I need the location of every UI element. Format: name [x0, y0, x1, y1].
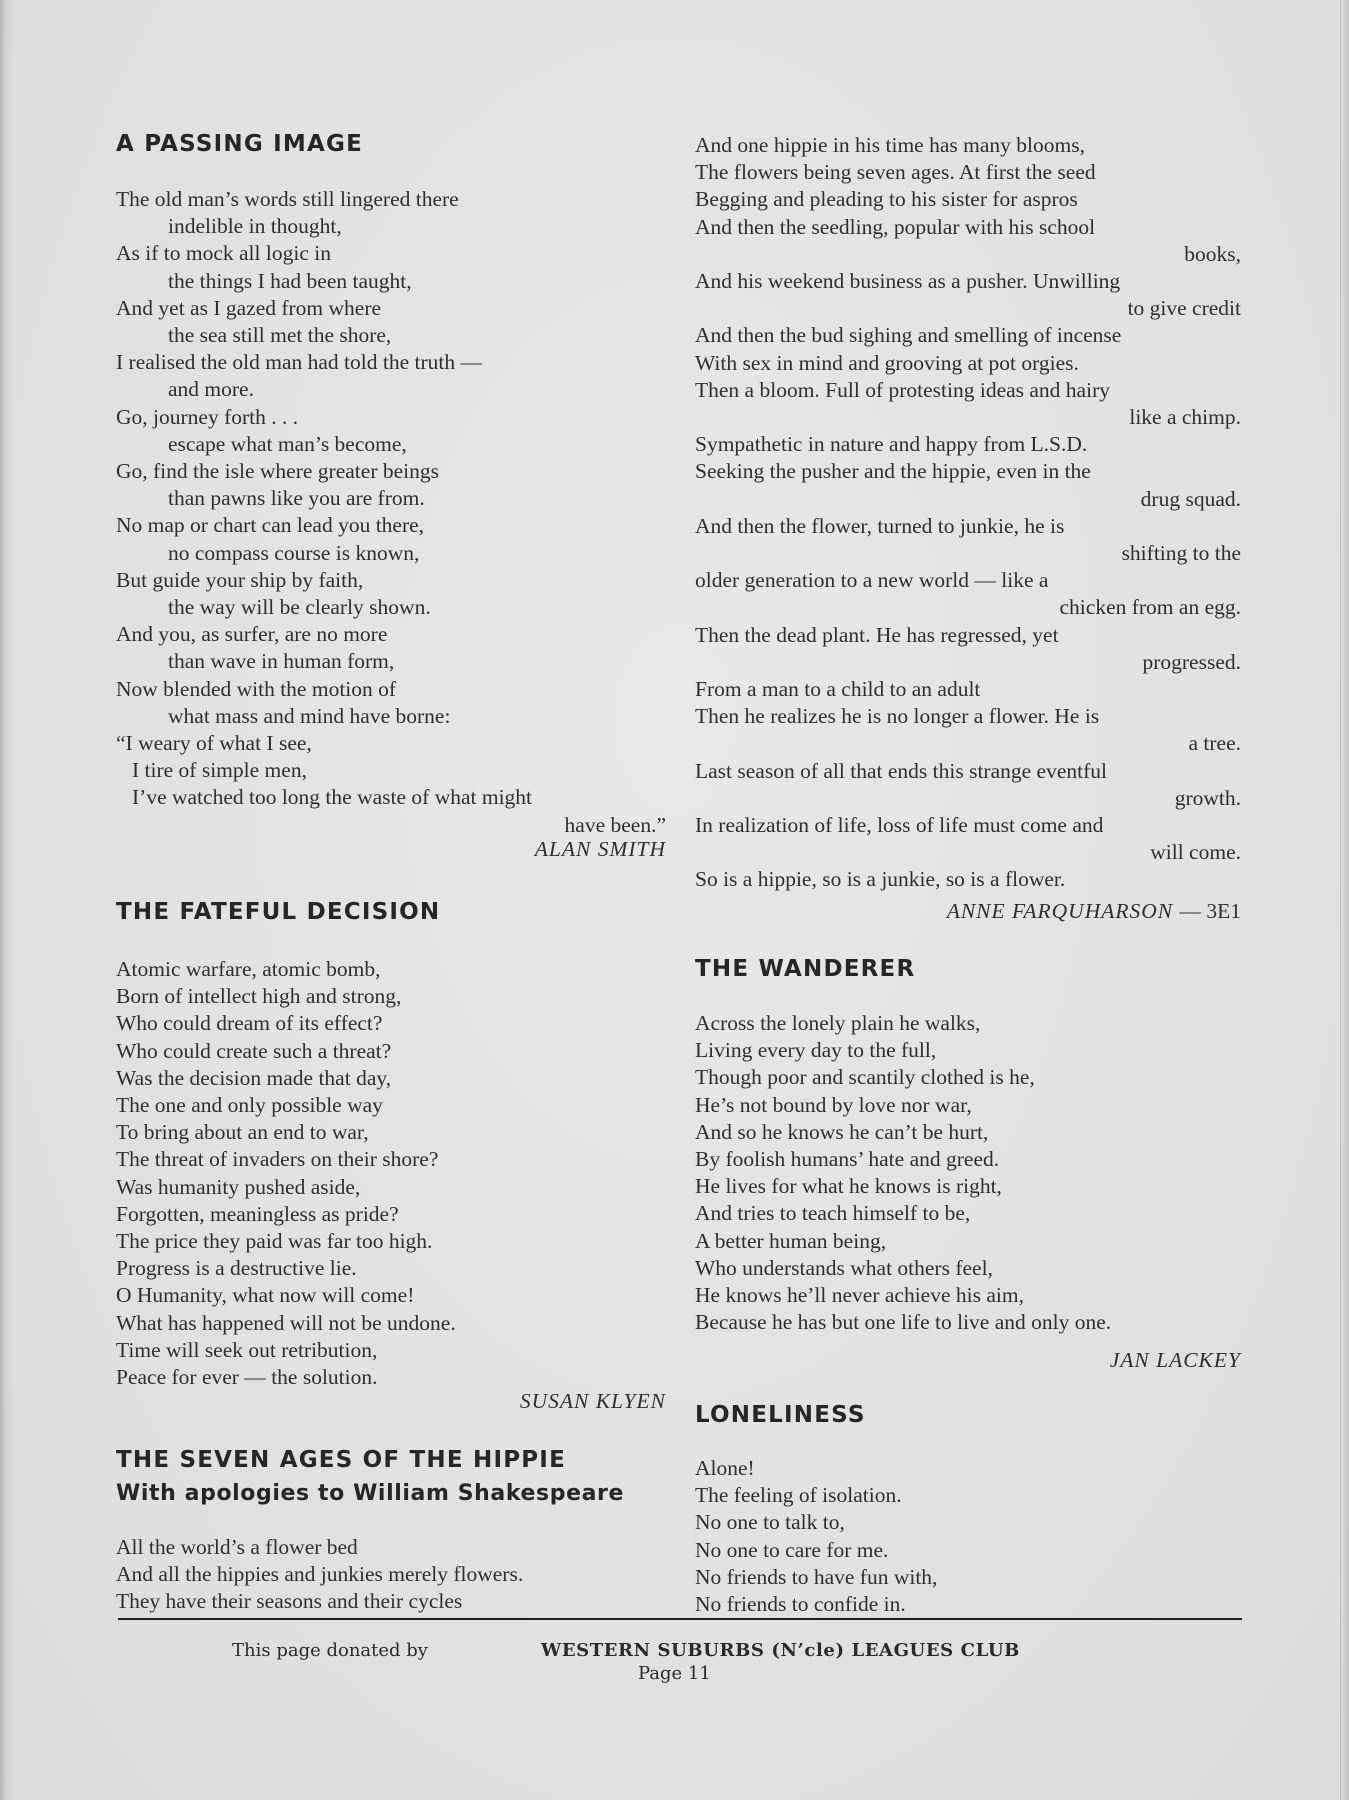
poem-line: Peace for ever — the solution.: [116, 1365, 378, 1390]
poem-line: A better human being,: [695, 1228, 887, 1253]
poem-author-susan-klyen: SUSAN KLYEN: [519, 1389, 666, 1413]
author-class: — 3E1: [1179, 899, 1241, 923]
poem-line: The old man’s words still lingered there: [116, 187, 459, 211]
poem-line: I realised the old man had told the truth —: [116, 350, 483, 375]
poem-line: the things I had been taught,: [168, 268, 412, 293]
poem-body-fateful-decision: [116, 956, 666, 1391]
poem-line: He knows he’ll never achieve his aim,: [695, 1283, 1024, 1308]
poem-line: and more.: [168, 377, 254, 402]
poem-body-wanderer: [695, 1010, 1241, 1336]
poem-line: the sea still met the shore,: [168, 323, 392, 348]
poem-line: From a man to a child to an adult: [695, 677, 981, 702]
poem-line: chicken from an egg.: [1059, 595, 1241, 620]
poem-line: older generation to a new world — like a: [695, 568, 1049, 593]
poem-line: To bring about an end to war,: [116, 1120, 369, 1145]
poem-line: Atomic warfare, atomic bomb,: [116, 957, 381, 981]
poem-line: the way will be clearly shown.: [168, 595, 431, 620]
poem-line: Who could dream of its effect?: [116, 1011, 383, 1036]
poem-line: And yet as I gazed from where: [116, 295, 382, 320]
poem-line: Seeking the pusher and the hippie, even in the: [695, 459, 1091, 484]
poem-line: “I weary of what I see,: [116, 731, 312, 756]
poem-line: escape what man’s become,: [168, 431, 407, 456]
poem-line: growth.: [1174, 785, 1241, 810]
poem-body-seven-ages-start: [116, 1534, 666, 1616]
poem-author-anne-farquharson: [947, 899, 1241, 924]
poem-line: Who could create such a threat?: [116, 1038, 392, 1063]
poem-line: Progress is a destructive lie.: [116, 1256, 357, 1281]
poem-line: No friends to have fun with,: [695, 1564, 938, 1589]
page-edge: [1340, 0, 1341, 1800]
donated-label: This page donated by: [232, 1640, 428, 1661]
poem-line: will come.: [1150, 840, 1241, 865]
poem-line: Though poor and scantily clothed is he,: [695, 1065, 1035, 1090]
poem-line: Born of intellect high and strong,: [116, 984, 402, 1009]
poem-line: Then he realizes he is no longer a flower. He is: [695, 704, 1100, 729]
poem-line: I’ve watched too long the waste of what might: [132, 785, 533, 810]
poem-line: In realization of life, loss of life must come and: [695, 813, 1104, 838]
poem-line: a tree.: [1188, 731, 1241, 756]
poem-line: All the world’s a flower bed: [116, 1535, 358, 1559]
poem-line: Begging and pleading to his sister for aspros: [695, 187, 1078, 212]
poem-line: Was humanity pushed aside,: [116, 1174, 361, 1199]
footer-divider: [118, 1618, 1242, 1620]
poem-line: O Humanity, what now will come!: [116, 1283, 415, 1308]
poem-line: The flowers being seven ages. At first the seed: [695, 160, 1096, 185]
poem-line: than pawns like you are from.: [168, 486, 425, 511]
poem-line: Across the lonely plain he walks,: [695, 1011, 981, 1035]
poem-line: Now blended with the motion of: [116, 676, 397, 701]
poem-line: By foolish humans’ hate and greed.: [695, 1147, 1000, 1172]
poem-line: What has happened will not be undone.: [116, 1310, 456, 1335]
poem-line: Then a bloom. Full of protesting ideas and hairy: [695, 377, 1110, 402]
poem-body-passing-image: [116, 186, 666, 839]
poem-line: Go, journey forth . . .: [116, 404, 299, 429]
poem-line: And you, as surfer, are no more: [116, 622, 388, 647]
poem-body-seven-ages-continued: [695, 132, 1241, 894]
poem-subtitle-seven-ages: With apologies to William Shakespeare: [116, 1481, 625, 1506]
poem-author-jan-lackey: JAN LACKEY: [1109, 1348, 1241, 1372]
poem-title-loneliness: LONELINESS: [695, 1402, 866, 1428]
poem-line: Alone!: [695, 1456, 755, 1480]
donor-name: WESTERN SUBURBS (N’cle) LEAGUES CLUB: [541, 1640, 1020, 1661]
poem-line: Time will seek out retribution,: [116, 1337, 378, 1362]
poem-line: And then the bud sighing and smelling of incense: [695, 323, 1122, 348]
poem-line: No one to care for me.: [695, 1537, 889, 1562]
poem-line: indelible in thought,: [168, 214, 342, 239]
poem-line: The one and only possible way: [116, 1093, 383, 1118]
poem-line: The price they paid was far too high.: [116, 1229, 433, 1254]
poem-line: The threat of invaders on their shore?: [116, 1147, 439, 1172]
poem-line: And so he knows he can’t be hurt,: [695, 1119, 989, 1144]
poem-line: what mass and mind have borne:: [168, 703, 451, 728]
poem-line: No map or chart can lead you there,: [116, 513, 425, 538]
poem-line: have been.”: [564, 812, 666, 837]
poem-line: books,: [1184, 241, 1241, 266]
poem-line: The feeling of isolation.: [695, 1483, 902, 1508]
poem-line: They have their seasons and their cycles: [116, 1589, 463, 1614]
poem-author-alan-smith: ALAN SMITH: [534, 837, 666, 861]
poem-line: I tire of simple men,: [132, 758, 307, 783]
poem-title-passing-image: A PASSING IMAGE: [116, 131, 363, 157]
poem-line: And tries to teach himself to be,: [695, 1201, 971, 1226]
poem-line: Forgotten, meaningless as pride?: [116, 1201, 399, 1226]
poem-line: He lives for what he knows is right,: [695, 1174, 1002, 1199]
poem-line: Sympathetic in nature and happy from L.S.D.: [695, 432, 1088, 457]
poem-title-fateful-decision: THE FATEFUL DECISION: [116, 899, 441, 925]
poem-line: No friends to confide in.: [695, 1592, 906, 1617]
author-name: ANNE FARQUHARSON: [946, 899, 1174, 923]
poem-line: With sex in mind and grooving at pot orgies.: [695, 350, 1079, 375]
poem-line: to give credit: [1127, 296, 1241, 321]
poem-line: So is a hippie, so is a junkie, so is a flower.: [695, 867, 1066, 892]
poem-line: And his weekend business as a pusher. Unwilling: [695, 269, 1121, 294]
poem-line: As if to mock all logic in: [116, 241, 331, 266]
poem-line: shifting to the: [1121, 541, 1241, 566]
poem-line: He’s not bound by love nor war,: [695, 1092, 972, 1117]
poem-title-wanderer: THE WANDERER: [695, 956, 916, 982]
poem-line: than wave in human form,: [168, 649, 395, 674]
poem-title-seven-ages: THE SEVEN AGES OF THE HIPPIE: [116, 1447, 566, 1473]
poem-line: Was the decision made that day,: [116, 1065, 392, 1090]
poem-line: But guide your ship by faith,: [116, 567, 364, 592]
poem-line: No one to talk to,: [695, 1510, 845, 1535]
poem-line: And then the seedling, popular with his school: [695, 214, 1096, 239]
page-number: Page 11: [638, 1663, 711, 1684]
poem-line: Who understands what others feel,: [695, 1255, 993, 1280]
poem-line: Go, find the isle where greater beings: [116, 459, 439, 484]
poem-line: no compass course is known,: [168, 540, 420, 565]
poem-line: like a chimp.: [1129, 405, 1241, 430]
poem-line: And then the flower, turned to junkie, he is: [695, 513, 1065, 538]
poem-line: And one hippie in his time has many blooms,: [695, 133, 1085, 157]
poem-line: Because he has but one life to live and only one.: [695, 1310, 1112, 1335]
poem-line: progressed.: [1142, 649, 1241, 674]
poem-line: And all the hippies and junkies merely flowers.: [116, 1562, 524, 1587]
poem-line: Living every day to the full,: [695, 1038, 937, 1063]
poem-line: Last season of all that ends this strange eventful: [695, 758, 1107, 783]
poem-line: Then the dead plant. He has regressed, yet: [695, 622, 1059, 647]
poem-body-loneliness: [695, 1455, 1241, 1618]
poem-line: drug squad.: [1140, 486, 1241, 511]
